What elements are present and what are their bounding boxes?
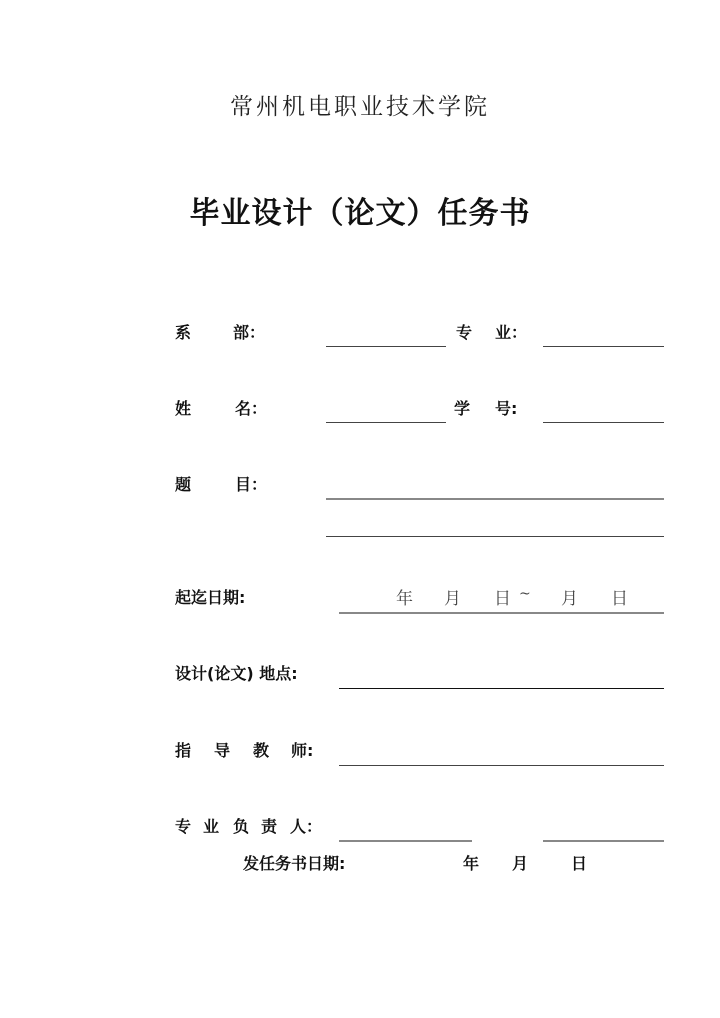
program-head-label-char2: 业	[203, 817, 220, 836]
issue-date-year: 年	[463, 854, 480, 873]
advisor-label-char4: 师:	[291, 741, 314, 760]
document-title: 毕业设计（论文）任务书	[189, 196, 531, 231]
program-head-field-left[interactable]	[339, 840, 472, 842]
department-label-char1: 系	[175, 323, 192, 342]
name-label-char1: 姓	[175, 399, 192, 418]
topic-label-char2: 目：	[235, 475, 268, 494]
student-id-label-char1: 学	[454, 399, 471, 418]
topic-field-line-2[interactable]	[326, 536, 664, 537]
program-head-label-char1: 专	[175, 817, 192, 836]
location-field[interactable]	[339, 688, 664, 689]
program-head-label-char5: 人：	[290, 817, 323, 836]
major-label-char2: 业：	[495, 323, 528, 342]
period-month-start: 月	[444, 589, 461, 609]
issue-date-label: 发任务书日期:	[243, 854, 346, 873]
period-field[interactable]	[339, 612, 664, 614]
issue-date-month: 月	[512, 854, 529, 873]
advisor-label-char2: 导	[214, 741, 231, 760]
period-day-start: 日	[494, 589, 511, 609]
department-field[interactable]	[326, 346, 446, 347]
program-head-label-char3: 负	[233, 817, 250, 836]
department-label-char2: 部：	[233, 323, 266, 342]
name-label-char2: 名：	[235, 399, 268, 418]
period-month-end: 月	[561, 589, 578, 609]
advisor-label-char3: 教	[253, 741, 270, 760]
major-field[interactable]	[543, 346, 664, 347]
topic-label-char1: 题	[175, 475, 192, 494]
name-field[interactable]	[326, 422, 446, 423]
student-id-label-char2: 号:	[495, 399, 518, 418]
program-head-field-right[interactable]	[543, 840, 664, 842]
student-id-field[interactable]	[543, 422, 664, 423]
period-label: 起迄日期:	[175, 588, 246, 607]
period-day-end: 日	[611, 589, 628, 609]
topic-field-line-1[interactable]	[326, 498, 664, 500]
period-tilde: ~	[519, 586, 531, 602]
advisor-field[interactable]	[339, 765, 664, 766]
program-head-label-char4: 责	[261, 817, 278, 836]
school-name: 常州机电职业技术学院	[230, 94, 490, 120]
major-label-char1: 专	[456, 323, 473, 342]
issue-date-day: 日	[571, 854, 588, 873]
location-label: 设计(论文) 地点:	[175, 664, 298, 683]
advisor-label-char1: 指	[175, 741, 192, 760]
period-year: 年	[396, 589, 413, 609]
